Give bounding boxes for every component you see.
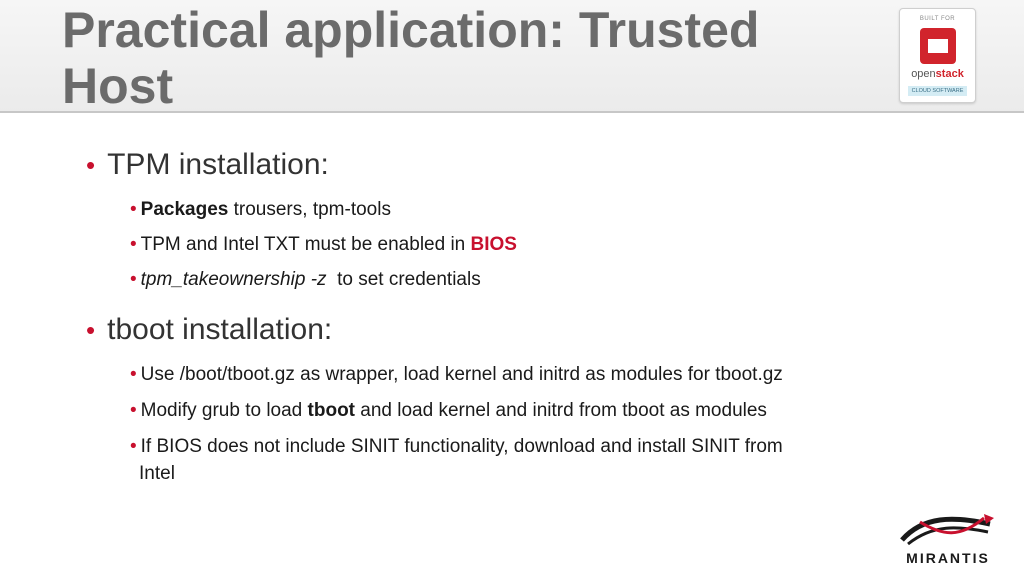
openstack-logo-icon [919,27,957,65]
bullet-dot: • [86,150,96,180]
mirantis-wordmark: MIRANTIS [906,550,990,566]
bold-text: Packages [140,199,229,220]
bold-text: tboot [307,400,356,421]
bullet-dot: • [130,234,137,255]
sub-bullet-bios [130,234,517,256]
bullet-tpm-installation [86,148,329,182]
bullet-dot: • [130,436,137,457]
bullet-dot: • [130,364,137,385]
mirantis-logo [898,512,998,572]
sub-bullet-text: Modify grub to load [140,400,308,421]
sub-bullet-text: to set credentials [326,269,481,290]
sub-bullet-text: Intel [139,463,175,484]
sub-bullet-packages [130,199,391,221]
sub-bullet-wrapper [130,364,783,386]
badge-brand-open: open [911,68,936,80]
red-bold-text: BIOS [470,234,517,255]
sub-bullet-text: TPM and Intel TXT must be enabled in [140,234,471,255]
sub-bullet-text: If BIOS does not include SINIT functionality, download and install SINIT from [140,436,783,457]
sub-bullet-text: trousers, tpm-tools [228,199,391,220]
badge-brand-stack: stack [935,68,964,80]
sub-bullet-takeownership [130,269,481,291]
bullet-dot: • [130,269,137,290]
bullet-dot: • [130,400,137,421]
italic-text: tpm_takeownership -z [140,269,327,290]
badge-brand [900,68,975,80]
sub-bullet-text: and load kernel and initrd from tboot as modules [355,400,767,421]
badge-subtitle: CLOUD SOFTWARE [908,86,967,96]
mirantis-swoosh-icon [898,512,998,548]
sub-bullet-sinit-continued [139,463,175,485]
openstack-badge [899,8,976,103]
sub-bullet-sinit [130,436,783,458]
slide-title: Practical application: Trusted Host [62,2,760,114]
sub-bullet-grub [130,400,767,422]
sub-bullet-text: Use /boot/tboot.gz as wrapper, load kernel and initrd as modules for tboot.gz [140,364,783,385]
bullet-dot: • [86,315,96,345]
bullet-dot: • [130,199,137,220]
badge-top-text: BUILT FOR [919,16,956,22]
bullet-text: tboot installation: [107,313,333,346]
bullet-tboot-installation [86,313,332,347]
bullet-text: TPM installation: [107,148,329,181]
